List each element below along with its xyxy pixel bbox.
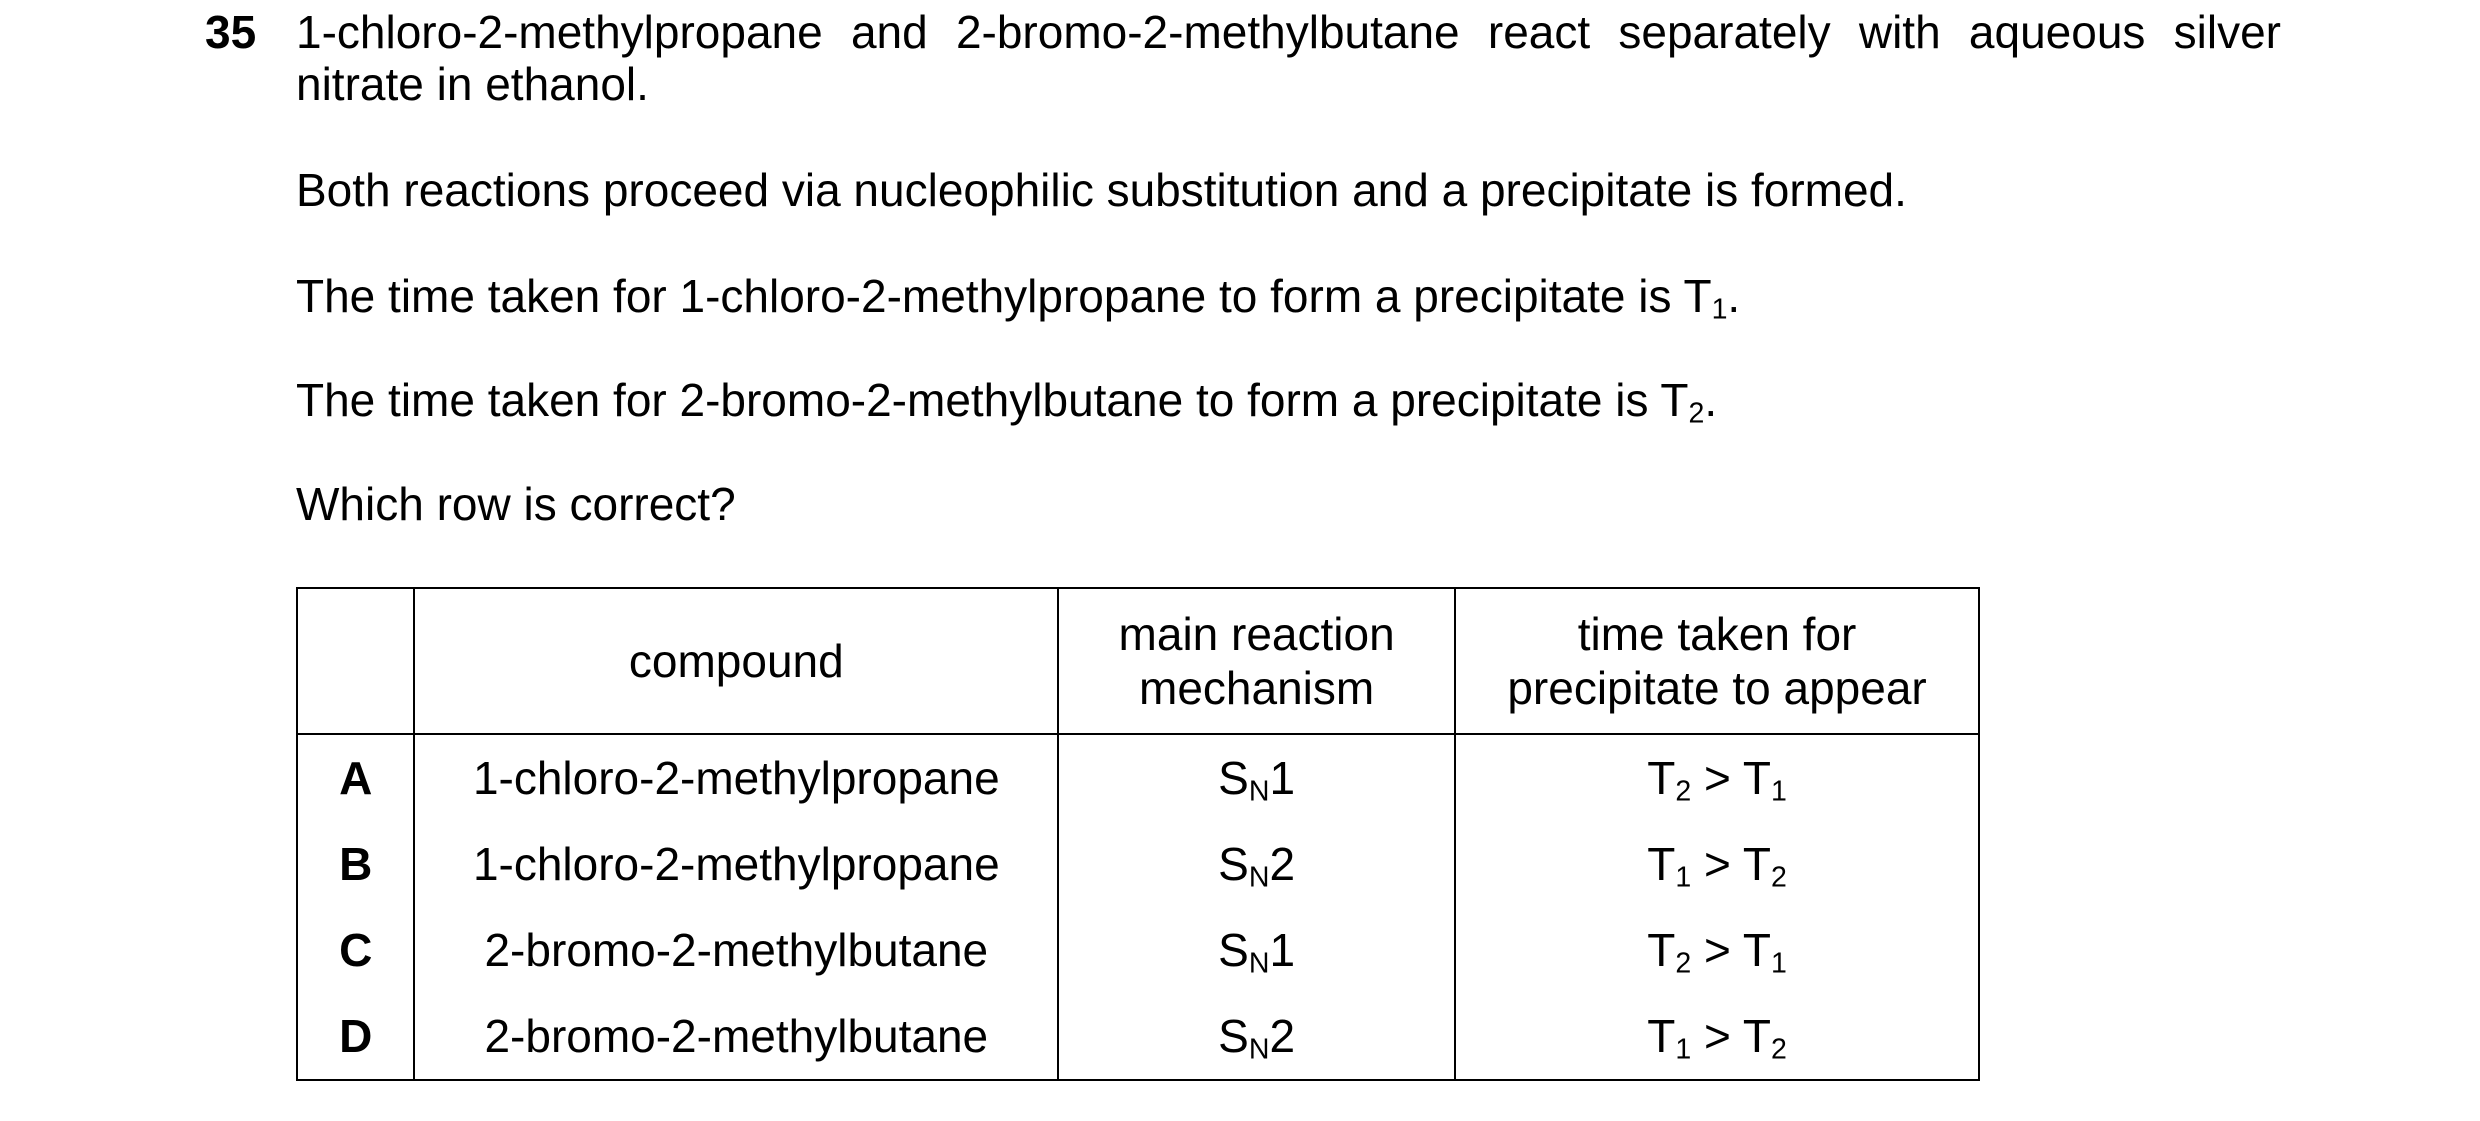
row-compound: 1-chloro-2-methylpropane [414,734,1058,821]
time2-subscript: 2 [1688,397,1705,430]
time1-text: The time taken for 1-chloro-2-methylpropane to form a precipitate is T [296,270,1712,322]
table-row[interactable] [297,907,1979,993]
time-operator: > [1691,1010,1743,1062]
row-letter: C [297,907,414,993]
time-operator: > [1691,924,1743,976]
header-time-line2: precipitate to appear [1507,662,1927,714]
mech-order: 2 [1269,838,1296,890]
row-time [1455,734,1979,821]
time1-end: . [1727,270,1741,322]
question-prompt: Which row is correct? [296,478,736,530]
mech-subscript: N [1248,775,1270,808]
row-mechanism [1058,821,1455,907]
row-compound: 1-chloro-2-methylpropane [414,821,1058,907]
time2-text: The time taken for 2-bromo-2-methylbutane to form a precipitate is T [296,374,1689,426]
header-mechanism-line1: main reaction [1118,608,1395,660]
time-left: T [1647,838,1676,890]
mech-subscript: N [1248,947,1270,980]
mech-order: 2 [1269,1010,1296,1062]
header-letter-cell [297,588,414,734]
header-compound: compound [414,588,1058,734]
mech-base: S [1218,838,1249,890]
mech-order: 1 [1269,752,1296,804]
header-mechanism-line2: mechanism [1139,662,1375,714]
row-compound: 2-bromo-2-methylbutane [414,907,1058,993]
time-right: T [1742,752,1771,804]
answer-table [296,587,1980,1081]
mech-base: S [1218,1010,1249,1062]
row-mechanism [1058,907,1455,993]
mech-subscript: N [1248,861,1270,894]
header-time [1455,588,1979,734]
row-time [1455,907,1979,993]
row-time [1455,821,1979,907]
time-right-subscript: 1 [1770,947,1787,980]
question-number: 35 [205,6,257,58]
time-operator: > [1691,752,1743,804]
time-right: T [1742,838,1771,890]
question-intro: 1-chloro-2-methylpropane and 2-bromo-2-methylbutane react separately with aqueous silver nitrate in ethanol. [296,6,2281,110]
row-letter: A [297,734,414,821]
time-left: T [1647,924,1676,976]
row-mechanism [1058,993,1455,1080]
time-left-subscript: 1 [1675,861,1692,894]
time-right-subscript: 2 [1770,861,1787,894]
time-right-subscript: 2 [1770,1033,1787,1066]
mech-base: S [1218,924,1249,976]
row-time [1455,993,1979,1080]
table-row[interactable] [297,734,1979,821]
time-left: T [1647,752,1676,804]
header-time-line1: time taken for [1577,608,1857,660]
time-left-subscript: 2 [1675,947,1692,980]
time2-statement [296,374,2281,430]
row-compound: 2-bromo-2-methylbutane [414,993,1058,1080]
time-right: T [1742,924,1771,976]
time1-subscript: 1 [1711,293,1728,326]
time-right: T [1742,1010,1771,1062]
row-letter: B [297,821,414,907]
table-header-row [297,588,1979,734]
header-mechanism [1058,588,1455,734]
time1-statement [296,270,2281,326]
table-row[interactable] [297,993,1979,1080]
mech-base: S [1218,752,1249,804]
row-letter: D [297,993,414,1080]
time2-end: . [1704,374,1718,426]
time-operator: > [1691,838,1743,890]
mech-subscript: N [1248,1033,1270,1066]
time-left: T [1647,1010,1676,1062]
time-right-subscript: 1 [1770,775,1787,808]
table-row[interactable] [297,821,1979,907]
question-statement: Both reactions proceed via nucleophilic substitution and a precipitate is formed. [296,164,1907,216]
time-left-subscript: 2 [1675,775,1692,808]
mech-order: 1 [1269,924,1296,976]
time-left-subscript: 1 [1675,1033,1692,1066]
row-mechanism [1058,734,1455,821]
